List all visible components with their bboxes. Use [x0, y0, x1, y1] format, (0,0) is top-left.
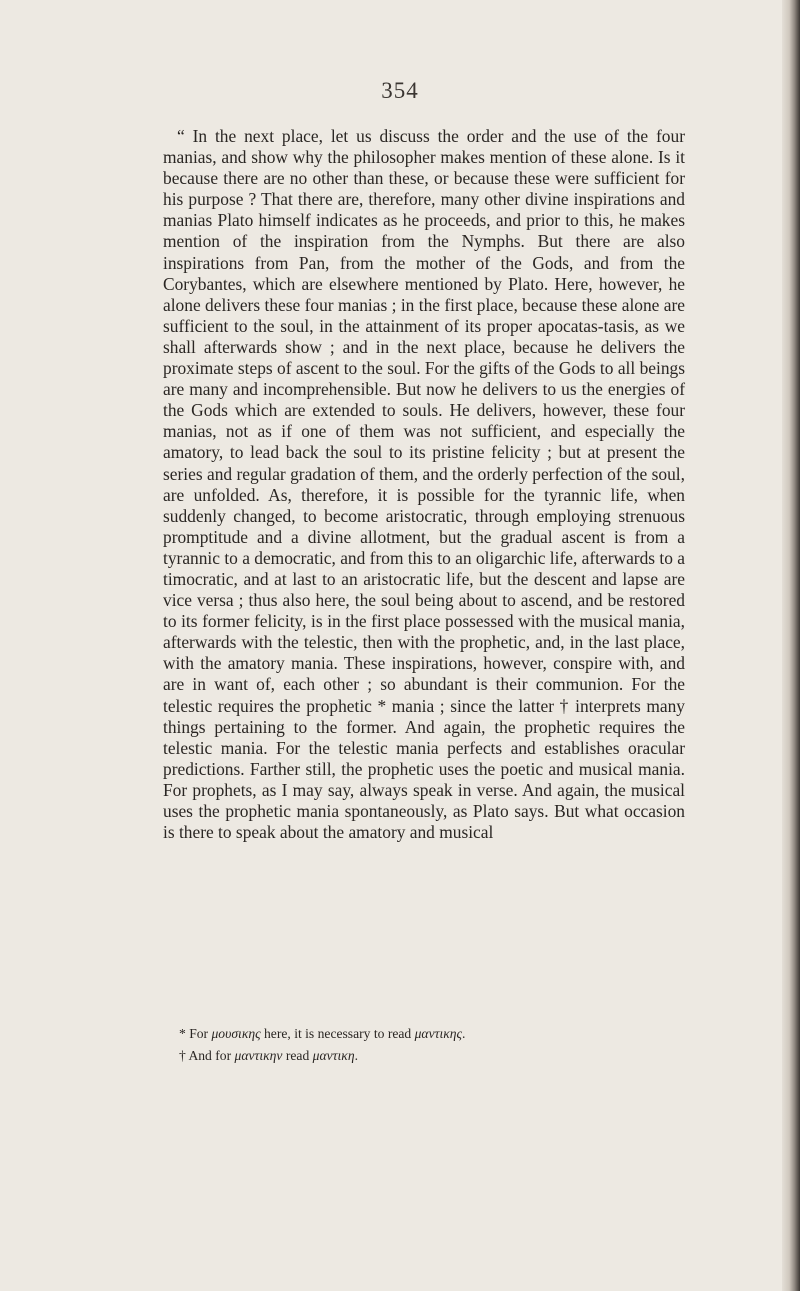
footnote-text: read	[282, 1048, 313, 1063]
page-number: 354	[381, 78, 419, 103]
footnote-text: here, it is necessary to read	[260, 1026, 415, 1041]
greek-word: μουσικης	[211, 1026, 261, 1041]
page-edge-shadow	[782, 0, 800, 1291]
footnote-2	[163, 1045, 685, 1067]
main-text	[163, 126, 685, 843]
greek-word: μαντικην	[234, 1048, 283, 1063]
footnote-1	[163, 1023, 685, 1045]
greek-word: μαντικη	[312, 1048, 355, 1063]
greek-word: μαντικης	[414, 1026, 463, 1041]
footnote-text: † And for	[179, 1048, 235, 1063]
footnote-text: .	[462, 1026, 466, 1041]
footnotes	[163, 1023, 685, 1067]
footnote-text: .	[354, 1048, 358, 1063]
footnote-text: * For	[179, 1026, 212, 1041]
paragraph: “ In the next place, let us discuss the order and the use of the four manias, and show why the philosopher makes mention of these alone. Is it because there are no other than these, or because these were sufficient for his purpose ? That there are, therefore, many other divine inspirations and manias Plato himself indicates as he proceeds, and prior to this, he makes mention of the inspiration from the Nymphs. But there are also inspirations from Pan, from the mother of the Gods, and from the Corybantes, which are elsewhere mentioned by Plato. Here, however, he alone delivers these four manias ; in the first place, because these alone are sufficient to the soul, in the attainment of its proper apocatas-tasis, as we shall afterwards show ; and in the next place, because he delivers the proximate steps of ascent to the soul. For the gifts of the Gods to all beings are many and incomprehensible. But now he delivers to us the energies of the Gods which are extended to souls. He delivers, however, these four manias, not as if one of them was not sufficient, and especially the amatory, to lead back the soul to its pristine felicity ; but at present the series and regular gradation of them, and the orderly perfection of the soul, are unfolded. As, therefore, it is possible for the tyrannic life, when suddenly changed, to become aristocratic, through employing strenuous promptitude and a divine allotment, but the gradual ascent is from a tyrannic to a democratic, and from this to an oligarchic life, afterwards to a timocratic, and at last to an aristocratic life, but the descent and lapse are vice versa ; thus also here, the soul being about to ascend, and be restored to its former felicity, is in the first place possessed with the musical mania, afterwards with the telestic, then with the prophetic, and, in the last place, with the amatory mania. These inspirations, however, conspire with, and are in want of, each other ; so abundant is their communion. For the telestic requires the prophetic * mania ; since the latter † interprets many things pertaining to the former. And again, the prophetic requires the telestic mania. For the telestic mania perfects and establishes oracular predictions. Farther still, the prophetic uses the poetic and musical mania. For prophets, as I may say, always speak in verse. And again, the musical uses the prophetic mania spontaneously, as Plato says. But what occasion is there to speak about the amatory and musical	[163, 126, 685, 843]
